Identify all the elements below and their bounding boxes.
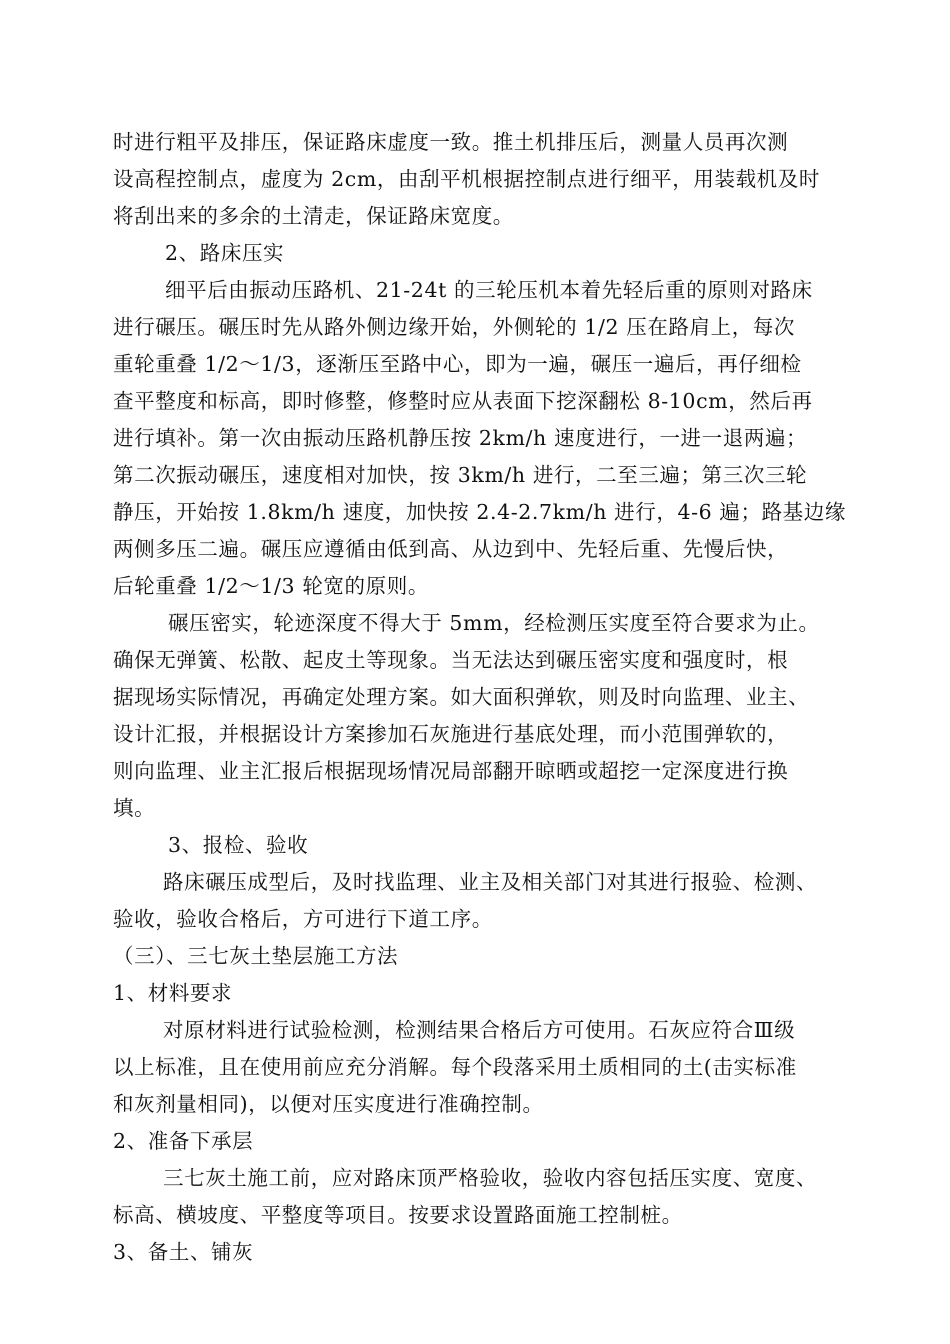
text-line-22: 验收，验收合格后，方可进行下道工序。 <box>113 907 493 931</box>
text-line-26: 以上标准，且在使用前应充分消解。每个段落采用土质相同的土(击实标准 <box>113 1055 797 1079</box>
section-heading-soil-lime-spreading: 3、备土、铺灰 <box>113 1240 254 1264</box>
text-line-1: 时进行粗平及排压，保证路床虚度一致。推土机排压后，测量人员再次测 <box>113 130 789 154</box>
text-line-5: 细平后由振动压路机、21-24t 的三轮压机本着先轻后重的原则对路床 <box>165 278 813 302</box>
text-line-7: 重轮重叠 1/2～1/3，逐渐压至路中心，即为一遍，碾压一遍后，再仔细检 <box>113 352 802 376</box>
text-line-8: 查平整度和标高，即时修整，修整时应从表面下挖深翻松 8-10cm，然后再 <box>113 389 813 413</box>
text-line-2: 设高程控制点，虚度为 2cm，由刮平机根据控制点进行细平，用装载机及时 <box>113 167 820 191</box>
text-line-10: 第二次振动碾压，速度相对加快，按 3km/h 进行，二至三遍；第三次三轮 <box>113 463 808 487</box>
section-heading-inspection-acceptance: 3、报检、验收 <box>168 833 309 857</box>
text-line-13: 后轮重叠 1/2～1/3 轮宽的原则。 <box>113 574 429 598</box>
text-line-30: 标高、横坡度、平整度等项目。按要求设置路面施工控制桩。 <box>113 1203 683 1227</box>
text-line-17: 设计汇报，并根据设计方案掺加石灰施进行基底处理，而小范围弹软的， <box>113 722 789 746</box>
text-line-6: 进行碾压。碾压时先从路外侧边缘开始，外侧轮的 1/2 压在路肩上，每次 <box>113 315 796 339</box>
text-line-21: 路床碾压成型后，及时找监理、业主及相关部门对其进行报验、检测、 <box>163 870 818 894</box>
text-line-11: 静压，开始按 1.8km/h 速度，加快按 2.4-2.7km/h 进行，4-6 遍；路基边缘 <box>113 500 846 524</box>
text-line-29: 三七灰土施工前，应对路床顶严格验收，验收内容包括压实度、宽度、 <box>163 1166 818 1190</box>
section-heading-road-bed-compaction: 2、路床压实 <box>165 241 285 265</box>
section-heading-lime-soil-cushion: （三）、三七灰土垫层施工方法 <box>113 944 399 968</box>
text-line-15: 确保无弹簧、松散、起皮土等现象。当无法达到碾压密实度和强度时，根 <box>113 648 789 672</box>
text-line-25: 对原材料进行试验检测，检测结果合格后方可使用。石灰应符合Ⅲ级 <box>163 1018 796 1042</box>
section-heading-material-requirements: 1、材料要求 <box>113 981 233 1005</box>
text-line-16: 据现场实际情况，再确定处理方案。如大面积弹软，则及时向监理、业主、 <box>113 685 810 709</box>
text-line-3: 将刮出来的多余的土清走，保证路床宽度。 <box>113 204 514 228</box>
text-line-9: 进行填补。第一次由振动压路机静压按 2km/h 速度进行，一进一退两遍； <box>113 426 808 450</box>
text-line-12: 两侧多压二遍。碾压应遵循由低到高、从边到中、先轻后重、先慢后快， <box>113 537 789 561</box>
text-line-19: 填。 <box>113 796 156 820</box>
text-line-27: 和灰剂量相同)，以便对压实度进行准确控制。 <box>113 1092 544 1116</box>
text-line-18: 则向监理、业主汇报后根据现场情况局部翻开晾晒或超挖一定深度进行换 <box>113 759 789 783</box>
section-heading-prepare-lower-layer: 2、准备下承层 <box>113 1129 254 1153</box>
text-line-14: 碾压密实，轮迹深度不得大于 5mm，经检测压实度至符合要求为止。 <box>168 611 820 635</box>
